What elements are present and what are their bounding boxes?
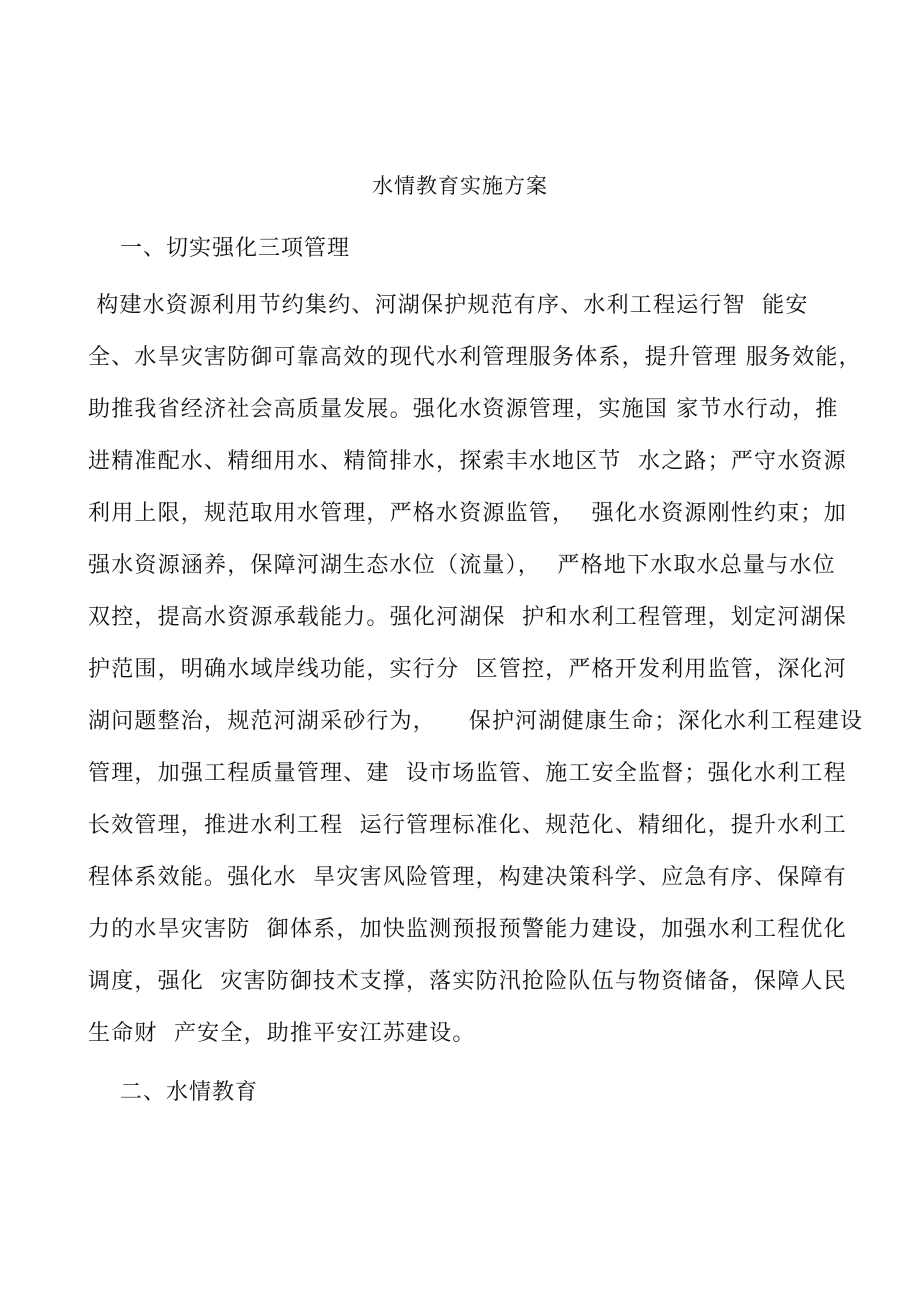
paragraph-line: 长效管理，推进水利工程 运行管理标准化、规范化、精细化，提升水利工 — [88, 813, 847, 838]
paragraph-line: 生命财 产安全，助推平安江苏建设。 — [88, 1021, 476, 1046]
paragraph-line: 助推我省经济社会高质量发展。强化水资源管理，实施国 家节水行动，推 — [88, 397, 839, 422]
paragraph-line: 湖问题整治，规范河湖采砂行为， 保护河湖健康生命；深化水利工程建设 — [88, 709, 864, 734]
paragraph-line: 力的水旱灾害防 御体系，加快监测预报预警能力建设，加强水利工程优化 — [88, 917, 847, 942]
section-heading-2: 二、水情教育 — [120, 1080, 259, 1105]
paragraph-line: 全、水旱灾害防御可靠高效的现代水利管理服务体系，提升管理 服务效能， — [88, 345, 862, 370]
paragraph-line: 程体系效能。强化水 旱灾害风险管理，构建决策科学、应急有序、保障有 — [88, 865, 847, 890]
paragraph-line: 管理，加强工程质量管理、建 设市场监管、施工安全监督；强化水利工程 — [88, 761, 847, 786]
paragraph-line: 进精准配水、精细用水、精简排水，探索丰水地区节 水之路；严守水资源 — [88, 449, 847, 474]
paragraph-line: 利用上限，规范取用水管理，严格水资源监管， 强化水资源刚性约束；加 — [88, 501, 847, 526]
paragraph-line: 强水资源涵养，保障河湖生态水位（流量）， 严格地下水取水总量与水位 — [88, 553, 836, 578]
section-1-paragraph — [88, 280, 864, 1060]
paragraph-line: 调度，强化 灾害防御技术支撑，落实防汛抢险队伍与物资储备，保障人民 — [88, 969, 847, 994]
document-title: 水情教育实施方案 — [372, 174, 548, 198]
paragraph-line: 护范围，明确水域岸线功能，实行分 区管控，严格开发利用监管，深化河 — [88, 657, 847, 682]
section-heading-1: 一、切实强化三项管理 — [120, 236, 351, 261]
paragraph-line: 双控，提高水资源承载能力。强化河湖保 护和水利工程管理，划定河湖保 — [88, 605, 847, 630]
paragraph-line: 构建水资源利用节约集约、河湖保护规范有序、水利工程运行智 能安 — [88, 293, 809, 318]
